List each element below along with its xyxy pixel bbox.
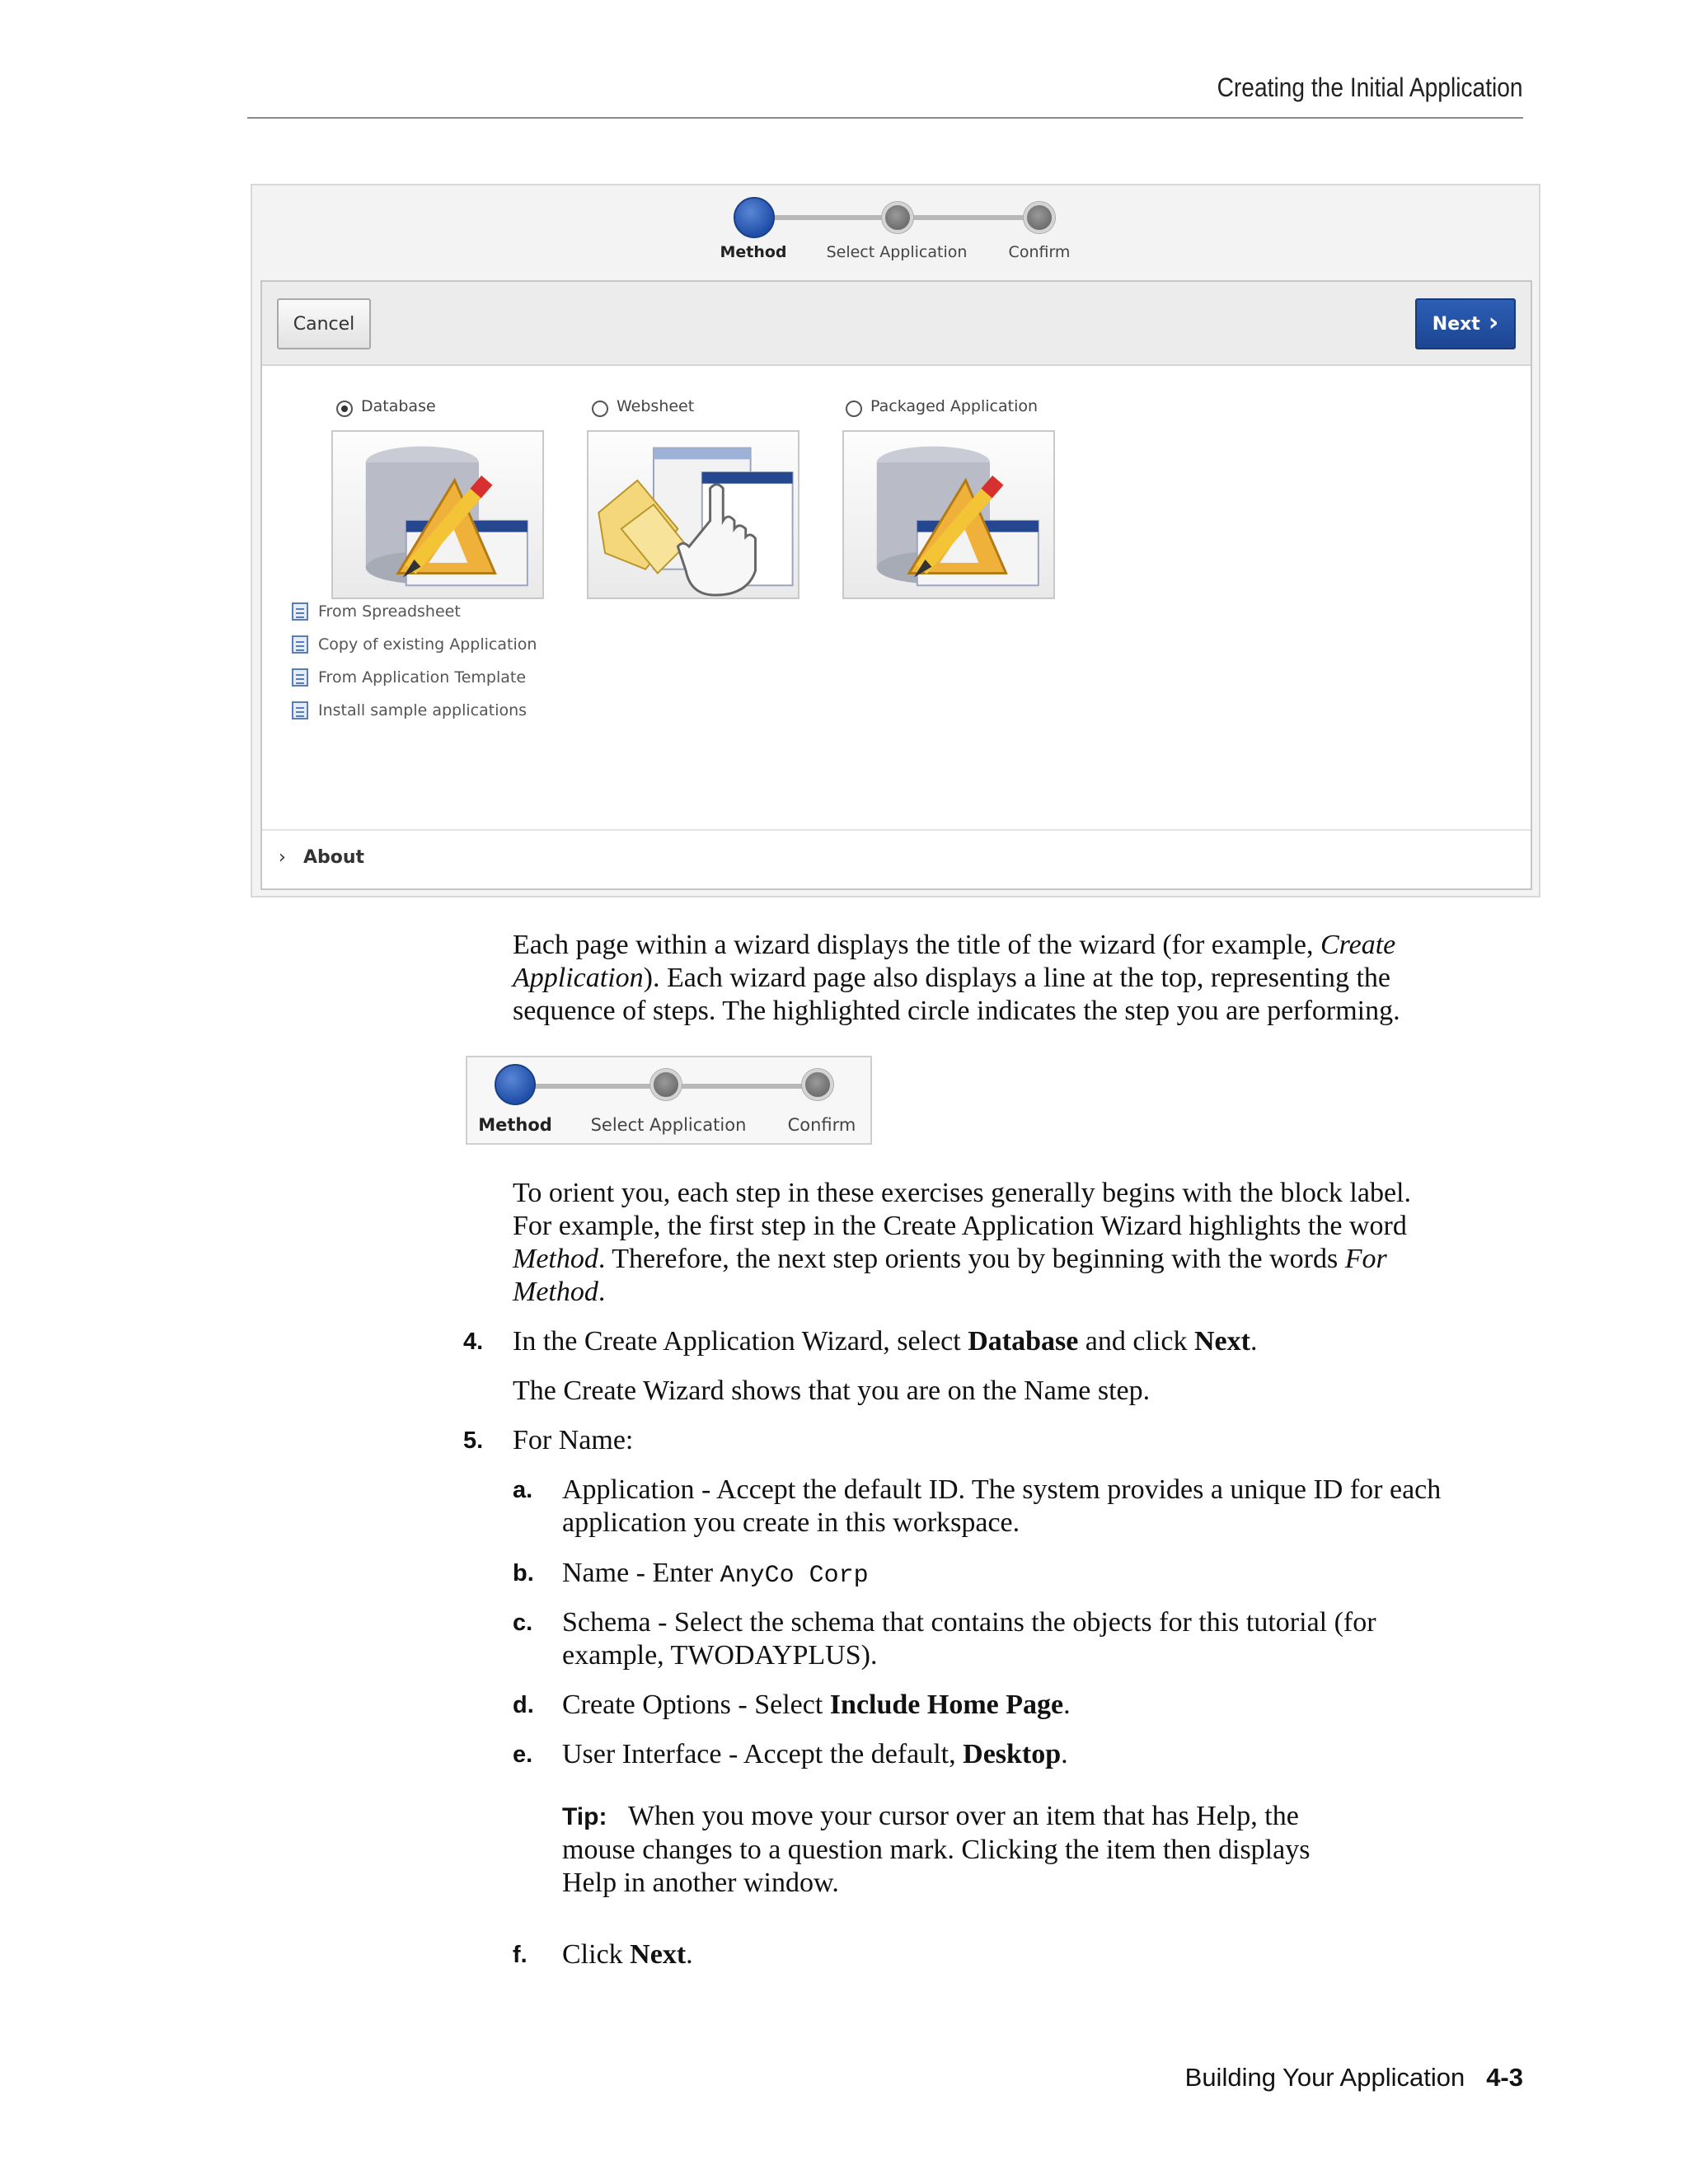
text: When you move your cursor over an item that has Help, the [627, 1801, 1299, 1831]
bold-text: Database [968, 1326, 1079, 1357]
substep-a-text [562, 1474, 1441, 1540]
step-select-application-label: Select Application [590, 1115, 747, 1135]
paragraph-wizard-title [513, 929, 1400, 1028]
page-footer [1185, 2063, 1523, 2093]
text: Help in another window. [562, 1868, 839, 1898]
link-label: Copy of existing Application [318, 635, 537, 654]
step-4-text [513, 1325, 1257, 1358]
websheet-radio[interactable] [592, 401, 608, 417]
websheet-hand-icon [588, 432, 798, 598]
about-region[interactable] [262, 829, 1531, 888]
text: application you create in this workspace. [562, 1507, 1020, 1538]
text: For example, the first step in the Create Application Wizard highlights the word [513, 1211, 1407, 1241]
substep-c-text [562, 1606, 1376, 1672]
next-button[interactable] [1415, 298, 1516, 349]
text: . [1061, 1739, 1068, 1769]
text: . [598, 1277, 606, 1307]
document-icon [292, 701, 308, 719]
step-select-application-label: Select Application [826, 243, 968, 261]
link-label: From Spreadsheet [318, 602, 461, 621]
substep-marker: e. [513, 1741, 533, 1768]
substep-marker: f. [513, 1942, 528, 1968]
text: example, TWODAYPLUS). [562, 1640, 878, 1671]
packaged-application-tile[interactable] [842, 430, 1055, 599]
step-confirm-label: Confirm [1008, 243, 1071, 261]
code-text: AnyCo Corp [720, 1562, 869, 1590]
database-pencil-icon [844, 432, 1053, 598]
substep-d-text [562, 1689, 1071, 1722]
step-5-text: For Name: [513, 1425, 634, 1455]
link-from-application-template[interactable] [292, 661, 537, 694]
bold-text: Next [630, 1939, 687, 1970]
database-label: Database [361, 397, 436, 415]
text: sequence of steps. The highlighted circle indicates the step you are performing. [513, 996, 1400, 1026]
text: ). Each wizard page also displays a line at the top, representing the [643, 963, 1391, 993]
create-options-links [292, 595, 537, 727]
websheet-tile[interactable] [587, 430, 799, 599]
tip-label: Tip: [562, 1803, 607, 1830]
substep-marker: a. [513, 1477, 533, 1503]
step-confirm-dot[interactable] [1024, 202, 1055, 233]
packaged-application-label: Packaged Application [870, 397, 1039, 415]
wizard-screenshot [251, 184, 1540, 898]
text: User Interface - Accept the default, [562, 1739, 964, 1769]
paragraph-orientation [513, 1177, 1411, 1309]
cancel-button[interactable]: Cancel [277, 298, 371, 349]
link-copy-existing-application[interactable] [292, 628, 537, 661]
link-from-spreadsheet[interactable] [292, 595, 537, 628]
bold-text: Next [1193, 1326, 1250, 1357]
text: Create Options - Select [562, 1690, 830, 1720]
wizard-panel [260, 280, 1532, 890]
bold-text: Include Home Page [829, 1690, 1064, 1720]
running-header [247, 73, 1523, 119]
substep-b-text [562, 1557, 869, 1592]
step-select-application-dot [650, 1069, 682, 1100]
substep-marker: d. [513, 1692, 534, 1718]
document-icon [292, 668, 308, 687]
text: Click [562, 1939, 631, 1970]
text: Name - Enter [562, 1558, 720, 1588]
text: In the Create Application Wizard, select [513, 1326, 968, 1357]
packaged-application-radio[interactable] [846, 401, 862, 417]
step-method-label: Method [478, 1115, 552, 1135]
substep-f-text [562, 1938, 693, 1971]
tip-box [562, 1800, 1310, 1900]
substep-marker: c. [513, 1610, 533, 1636]
text: Application - Accept the default ID. The system provides a unique ID for each [562, 1474, 1442, 1505]
train-figure [466, 1056, 872, 1145]
text: . Therefore, the next step orients you by beginning with the words [598, 1244, 1345, 1274]
running-header-title: Creating the Initial Application [1217, 73, 1523, 102]
link-label: Install sample applications [318, 701, 528, 719]
database-pencil-icon [333, 432, 542, 598]
footer-section-title: Building Your Application [1184, 2063, 1465, 2092]
step-select-application-dot[interactable] [882, 202, 913, 233]
text: Schema - Select the schema that contains the objects for this tutorial (for [562, 1607, 1376, 1638]
italic-text: Method [513, 1277, 598, 1307]
wizard-progress-train [252, 185, 1539, 280]
italic-text: For [1344, 1244, 1387, 1274]
chevron-right-icon: › [1488, 307, 1499, 337]
step-method-dot [495, 1064, 536, 1105]
step-confirm-dot [802, 1069, 833, 1100]
link-install-sample-applications[interactable] [292, 694, 537, 727]
chevron-right-icon: › [279, 847, 286, 868]
step-4-note: The Create Wizard shows that you are on the Name step. [513, 1376, 1151, 1406]
text: and click [1078, 1326, 1194, 1357]
link-label: From Application Template [318, 668, 527, 687]
step-confirm-label: Confirm [787, 1115, 856, 1135]
document-icon [292, 602, 308, 621]
document-icon [292, 635, 308, 654]
substep-marker: b. [513, 1560, 534, 1586]
text: . [1063, 1690, 1071, 1720]
bold-text: Desktop [963, 1739, 1062, 1769]
text: . [1250, 1326, 1258, 1357]
italic-text: Application [513, 963, 644, 993]
next-button-label: Next [1432, 313, 1480, 335]
italic-text: Method [513, 1244, 598, 1274]
wizard-toolbar [262, 282, 1531, 366]
step-number: 5. [463, 1427, 484, 1454]
text: . [686, 1939, 693, 1970]
about-label: About [303, 847, 365, 868]
text: Each page within a wizard displays the title of the wizard (for example, [513, 930, 1320, 960]
database-tile[interactable] [331, 430, 544, 599]
text: To orient you, each step in these exercises generally begins with the block label. [513, 1178, 1411, 1208]
step-method-dot[interactable] [734, 197, 775, 238]
substep-e-text [562, 1738, 1068, 1771]
database-radio[interactable] [336, 401, 353, 417]
step-method-label: Method [720, 243, 787, 261]
websheet-label: Websheet [617, 397, 695, 415]
italic-text: Create [1320, 930, 1396, 960]
page-number: 4-3 [1486, 2063, 1523, 2092]
text: mouse changes to a question mark. Clicking the item then displays [562, 1835, 1311, 1865]
step-number: 4. [463, 1329, 484, 1355]
